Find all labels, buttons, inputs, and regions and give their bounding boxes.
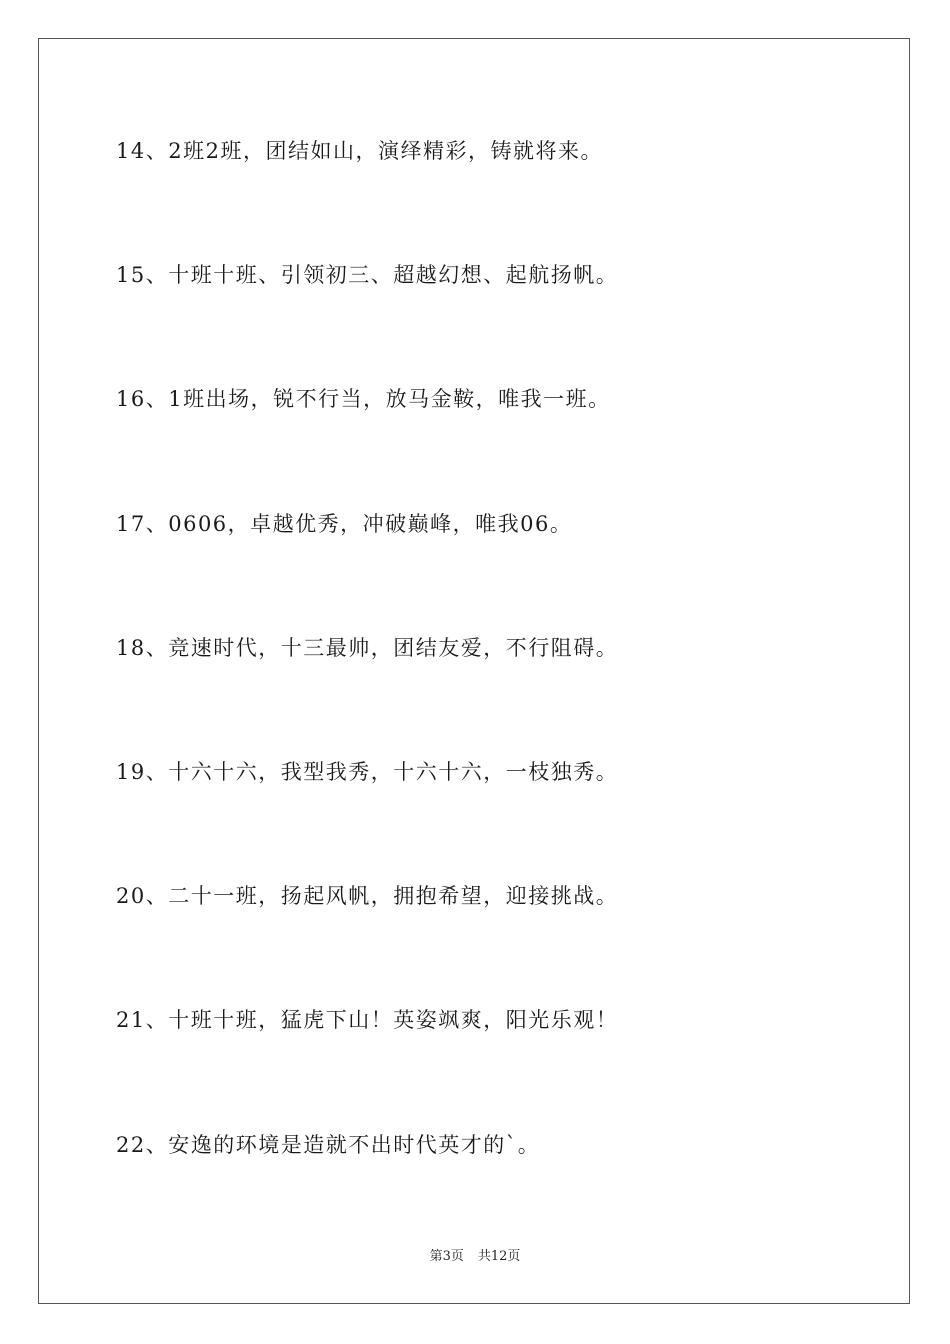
slogan-line-21: 21、十班十班，猛虎下山！英姿飒爽，阳光乐观！ [116,1008,619,1033]
slogan-line-20: 20、二十一班，扬起风帆，拥抱希望，迎接挑战。 [116,884,619,909]
page-footer [0,1247,950,1267]
slogan-line-22: 22、安逸的环境是造就不出时代英才的`。 [116,1132,541,1157]
slogan-line-18: 18、竞速时代，十三最帅，团结友爱，不行阻碍。 [116,635,619,660]
slogan-line-15: 15、十班十班、引领初三、超越幻想、起航扬帆。 [116,263,619,288]
slogan-line-17: 17、0606，卓越优秀，冲破巅峰，唯我06。 [116,511,573,536]
page-total: 共12页 [477,1249,521,1264]
slogan-line-14: 14、2班2班，团结如山，演绎精彩，铸就将来。 [116,139,603,163]
slogan-line-16: 16、1班出场，锐不行当，放马金鞍，唯我一班。 [116,387,611,412]
page-number: 第3页 [429,1249,464,1264]
slogan-list [116,133,618,1251]
slogan-line-19: 19、十六十六，我型我秀，十六十六，一枝独秀。 [116,759,619,784]
